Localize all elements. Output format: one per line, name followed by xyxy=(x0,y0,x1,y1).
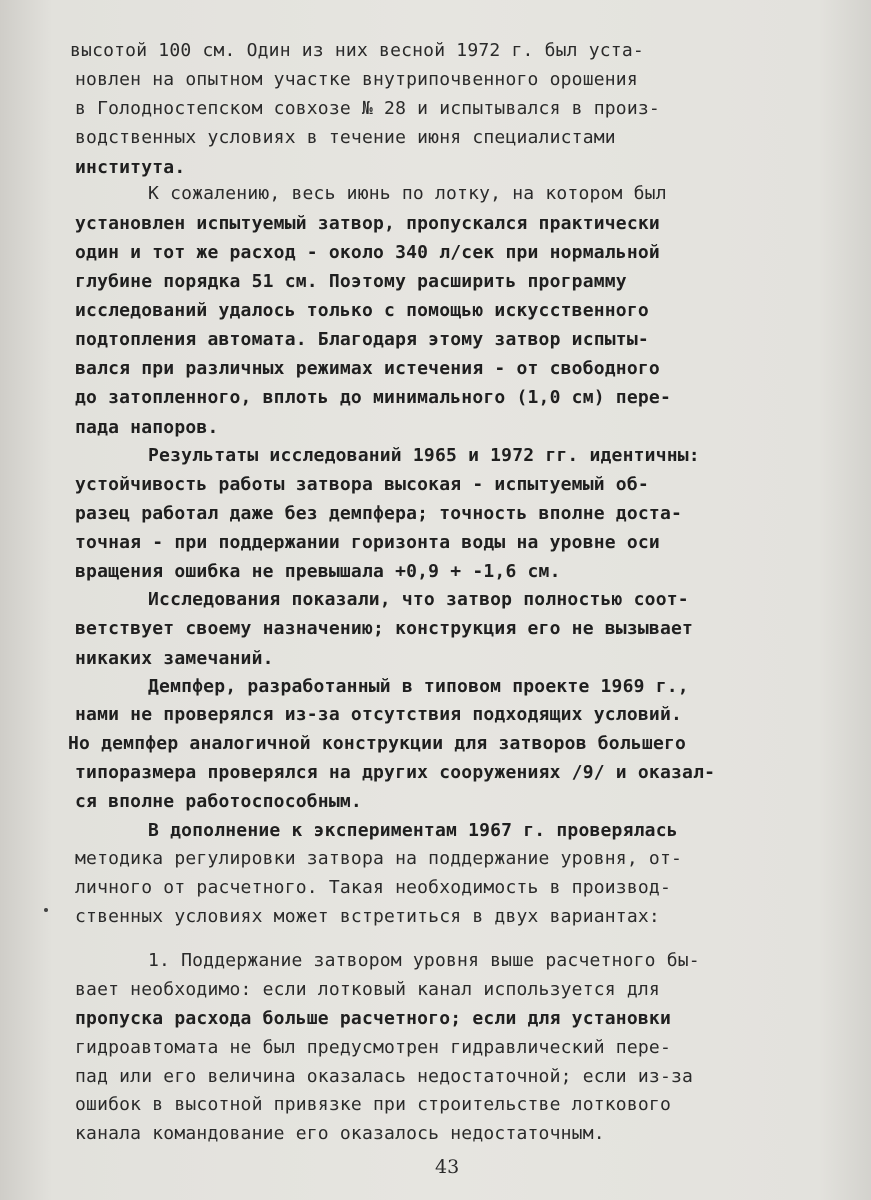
text-line: водственных условиях в течение июня специалистами xyxy=(75,127,616,148)
text-line: пада напоров. xyxy=(75,417,219,438)
text-line: в Голодностепском совхозе № 28 и испытывался в произ- xyxy=(75,98,660,119)
text-line: Но демпфер аналогичной конструкции для затворов большего xyxy=(68,733,687,754)
text-line: вался при различных режимах истечения - от свободного xyxy=(75,358,660,379)
text-line: личного от расчетного. Такая необходимость в производ- xyxy=(75,877,671,898)
speck-mark xyxy=(44,908,48,912)
page-number: 43 xyxy=(435,1156,460,1178)
text-line: института. xyxy=(75,157,186,178)
text-line: Демпфер, разработанный в типовом проекте 1969 г., xyxy=(148,676,689,697)
text-line: К сожалению, весь июнь по лотку, на котором был xyxy=(148,183,667,204)
text-line: устойчивость работы затвора высокая - испытуемый об- xyxy=(75,474,649,495)
text-line: Исследования показали, что затвор полностью соот- xyxy=(148,589,689,610)
text-line: ветствует своему назначению; конструкция его не вызывает xyxy=(75,618,694,639)
text-line: подтопления автомата. Благодаря этому затвор испыты- xyxy=(75,329,649,350)
text-line: глубине порядка 51 см. Поэтому расширить программу xyxy=(75,271,627,292)
text-line: до затопленного, вплоть до минимального (1,0 см) пере- xyxy=(75,387,671,408)
text-line: Результаты исследований 1965 и 1972 гг. идентичны: xyxy=(148,445,700,466)
text-line: ся вполне работоспособным. xyxy=(75,791,362,812)
text-line: нами не проверялся из-за отсутствия подходящих условий. xyxy=(75,704,683,725)
text-line: исследований удалось только с помощью искусственного xyxy=(75,300,649,321)
text-line: ошибок в высотной привязке при строительстве лоткового xyxy=(75,1094,671,1115)
text-line: 1. Поддержание затвором уровня выше расчетного бы- xyxy=(148,950,700,971)
text-line: никаких замечаний. xyxy=(75,648,274,669)
text-line: вращения ошибка не превышала +0,9 + -1,6 см. xyxy=(75,561,561,582)
text-line: точная - при поддержании горизонта воды на уровне оси xyxy=(75,532,660,553)
text-line: вает необходимо: если лотковый канал используется для xyxy=(75,979,660,1000)
text-line: высотой 100 см. Один из них весной 1972 г. был уста- xyxy=(70,40,644,61)
text-line: типоразмера проверялся на других сооружениях /9/ и оказал- xyxy=(75,762,716,783)
text-line: канала командование его оказалось недостаточным. xyxy=(75,1123,605,1144)
text-line: новлен на опытном участке внутрипочвенного орошения xyxy=(75,69,638,90)
text-line: В дополнение к экспериментам 1967 г. проверялась xyxy=(148,820,678,841)
text-line: пад или его величина оказалась недостаточной; если из-за xyxy=(75,1066,694,1087)
text-line: разец работал даже без демпфера; точность вполне доста- xyxy=(75,503,683,524)
text-line: ственных условиях может встретиться в двух вариантах: xyxy=(75,906,660,927)
text-line: один и тот же расход - около 340 л/сек при нормальной xyxy=(75,242,660,263)
text-line: методика регулировки затвора на поддержание уровня, от- xyxy=(75,848,683,869)
text-line: гидроавтомата не был предусмотрен гидравлический пере- xyxy=(75,1037,671,1058)
text-line: установлен испытуемый затвор, пропускался практически xyxy=(75,213,660,234)
text-line: пропуска расхода больше расчетного; если для установки xyxy=(75,1008,671,1029)
